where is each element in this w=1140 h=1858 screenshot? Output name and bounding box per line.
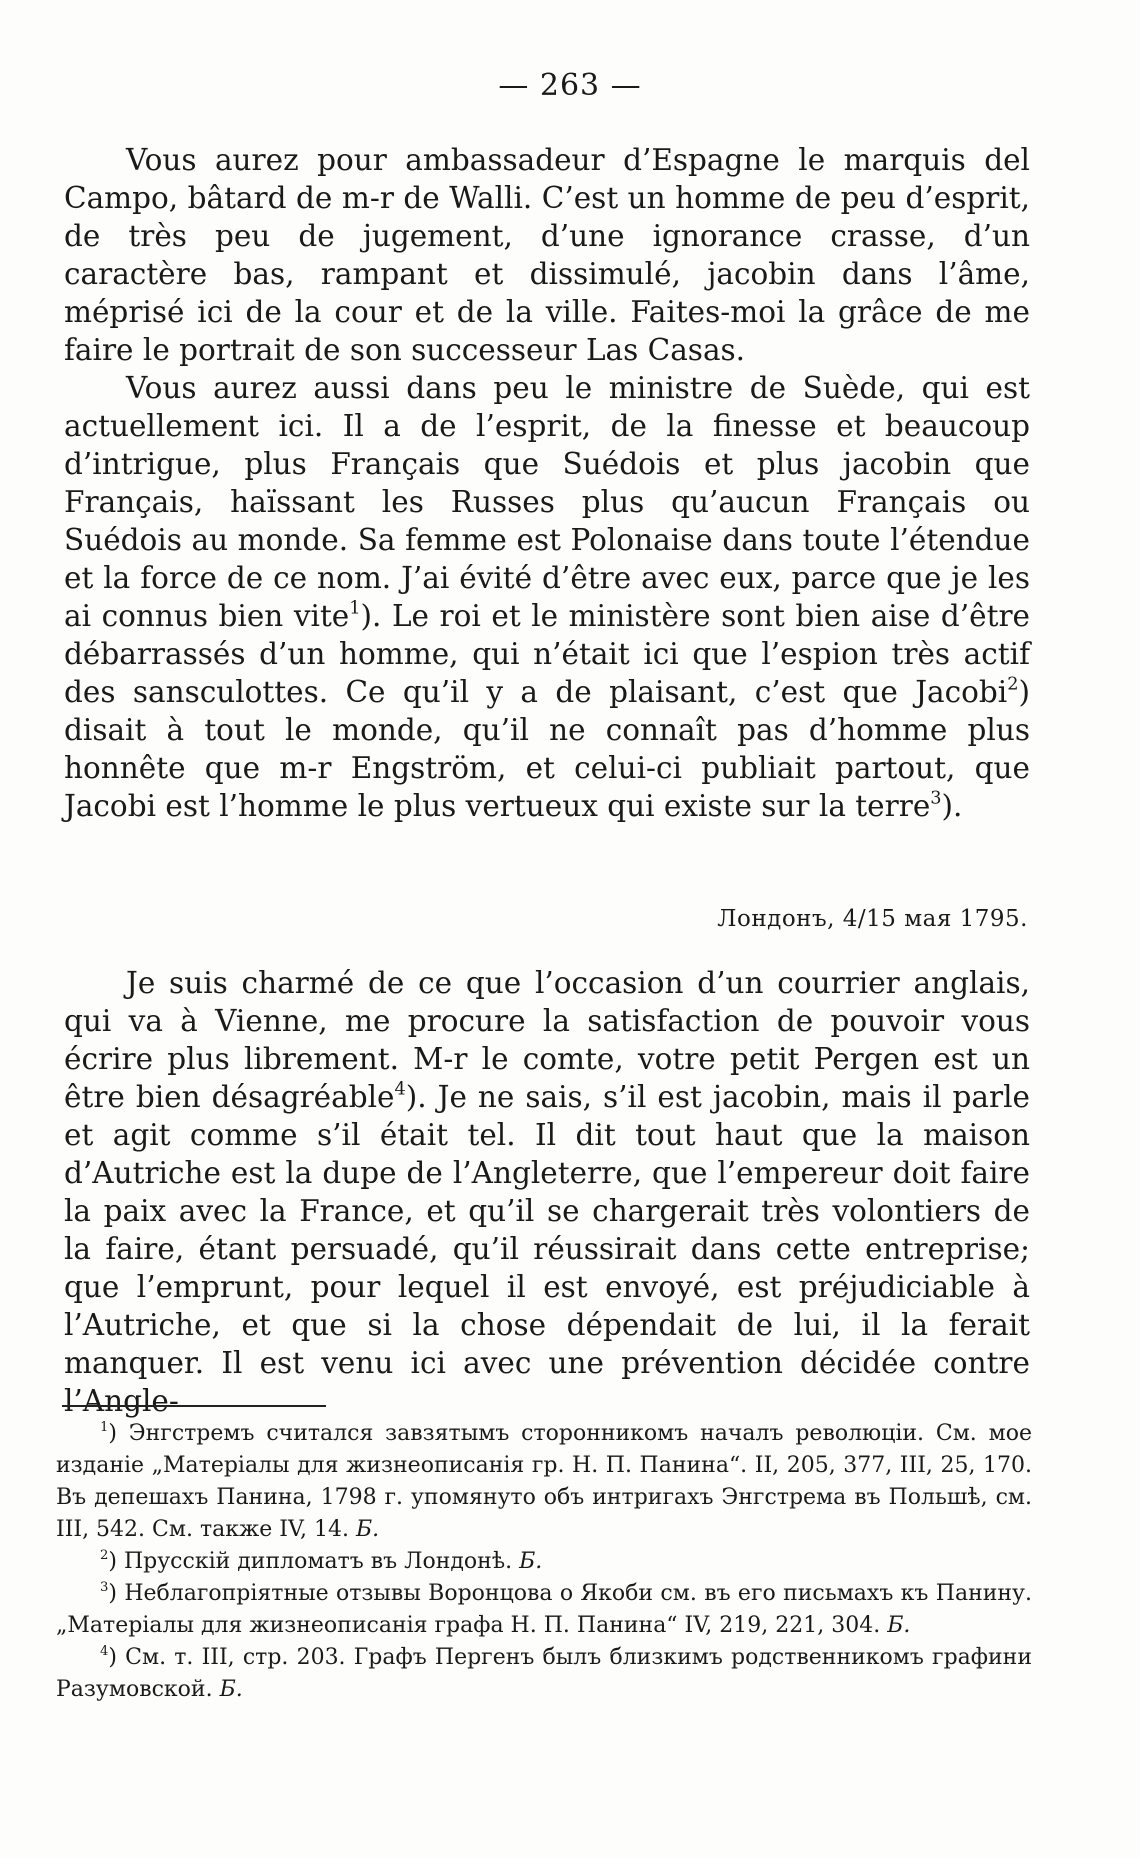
footnote-mark: 4 — [100, 1643, 109, 1659]
footnote-text: ) Энгстремъ считался завзятымъ сторонникомъ началъ революціи. См. мое изданіе „Матеріалы для жизнеописанія гр. Н. П. Панина“. II, 205, 377, III, 25, 170. Въ депешахъ Панина, 1798 г. упомянуто объ интригахъ Энгстрема въ Польшѣ, см. III, 542. См. также IV, 14. — [56, 1421, 1032, 1542]
footnote-signature: Б. — [355, 1517, 380, 1542]
footnote-1 — [56, 1418, 1032, 1546]
paragraph-text: Je suis charmé de ce que l’occasion d’un courrier anglais, qui va à Vienne, me procure la satisfaction de pouvoir vous écrire plus librement. M-r le comte, votre petit Pergen est un être bien désagréable — [64, 966, 1030, 1114]
letter-1-paragraph-2 — [64, 369, 1030, 825]
footnote-divider — [62, 1405, 326, 1407]
paragraph-text: Vous aurez aussi dans peu le ministre de Suède, qui est actuellement ici. Il a de l’esprit, de la finesse et beaucoup d’intrigue, plus Français que Suédois et plus jacobin que Français, haïssant les Russes plus qu’aucun Français ou Suédois au monde. Sa femme est Polonaise dans toute l’étendue et la force de ce nom. J’ai évité d’être avec eux, parce que je les ai connus bien vite — [64, 371, 1030, 633]
footnote-signature: Б. — [519, 1549, 543, 1574]
footnote-text: ) Прусскій дипломатъ въ Лондонѣ. — [108, 1549, 513, 1574]
footnote-mark: 3 — [100, 1579, 109, 1595]
footnote-signature: Б. — [887, 1613, 911, 1638]
footnote-ref-1[interactable]: 1 — [349, 598, 361, 619]
letter-1-paragraph-1 — [64, 141, 1030, 369]
paragraph-text: ). — [941, 789, 963, 823]
footnote-text: ) Неблагопріятные отзывы Воронцова о Якоби см. въ его письмахъ къ Панину. „Матеріалы для жизнеописанія графа Н. П. Панина“ IV, 219, 221, 304. — [56, 1581, 1032, 1638]
paragraph-text: ) disait à tout le monde, qu’il ne connaît pas d’homme plus honnête que m-r Engström, et celui-ci publiait partout, que Jacobi est l’homme le plus vertueux qui existe sur la terre — [64, 675, 1030, 823]
paragraph-text: Vous aurez pour ambassadeur d’Espagne le marquis del Campo, bâtard de m-r de Walli. C’est un homme de peu d’esprit, de très peu de jugement, d’une ignorance crasse, d’un caractère bas, rampant et dissimulé, jacobin dans l’âme, méprisé ici de la cour et de la ville. Faites-moi la grâce de me faire le portrait de son successeur Las Casas. — [64, 143, 1030, 367]
footnote-ref-2[interactable]: 2 — [1007, 674, 1019, 695]
footnote-text: ) См. т. III, стр. 203. Графъ Пергенъ былъ близкимъ родственникомъ графини Разумовской. — [56, 1645, 1032, 1702]
letter-2-paragraph-1 — [64, 964, 1030, 1420]
footnote-4 — [56, 1642, 1032, 1706]
footnote-mark: 2 — [100, 1547, 109, 1563]
footnotes — [56, 1418, 1032, 1706]
dateline: Лондонъ, 4/15 мая 1795. — [717, 906, 1028, 932]
footnote-signature: Б. — [219, 1677, 243, 1702]
footnote-2 — [56, 1546, 1032, 1578]
footnote-ref-3[interactable]: 3 — [930, 788, 942, 809]
page-number: — 263 — — [498, 68, 642, 103]
footnote-ref-4[interactable]: 4 — [394, 1079, 406, 1100]
letter-2 — [64, 964, 1030, 1420]
footnote-3 — [56, 1578, 1032, 1642]
footnote-mark: 1 — [100, 1419, 109, 1435]
paragraph-text: ). Je ne sais, s’il est jacobin, mais il parle et agit comme s’il était tel. Il dit tout haut que la maison d’Autriche est la dupe de l’Angleterre, que l’empereur doit faire la paix avec la France, et qu’il se chargerait très volontiers de la faire, étant persuadé, qu’il réussirait dans cette entreprise; que l’emprunt, pour lequel il est envoyé, est préjudiciable à l’Autriche, et que si la chose dépendait de lui, il la ferait manquer. Il est venu ici avec une prévention décidée contre l’Angle- — [64, 1080, 1030, 1418]
paragraph-text: ). Le roi et le ministère sont bien aise d’être débarrassés d’un homme, qui n’était ici que l’espion très actif des sansculottes. Ce qu’il y a de plaisant, c’est que Jacobi — [64, 599, 1030, 709]
letter-1 — [64, 141, 1030, 825]
